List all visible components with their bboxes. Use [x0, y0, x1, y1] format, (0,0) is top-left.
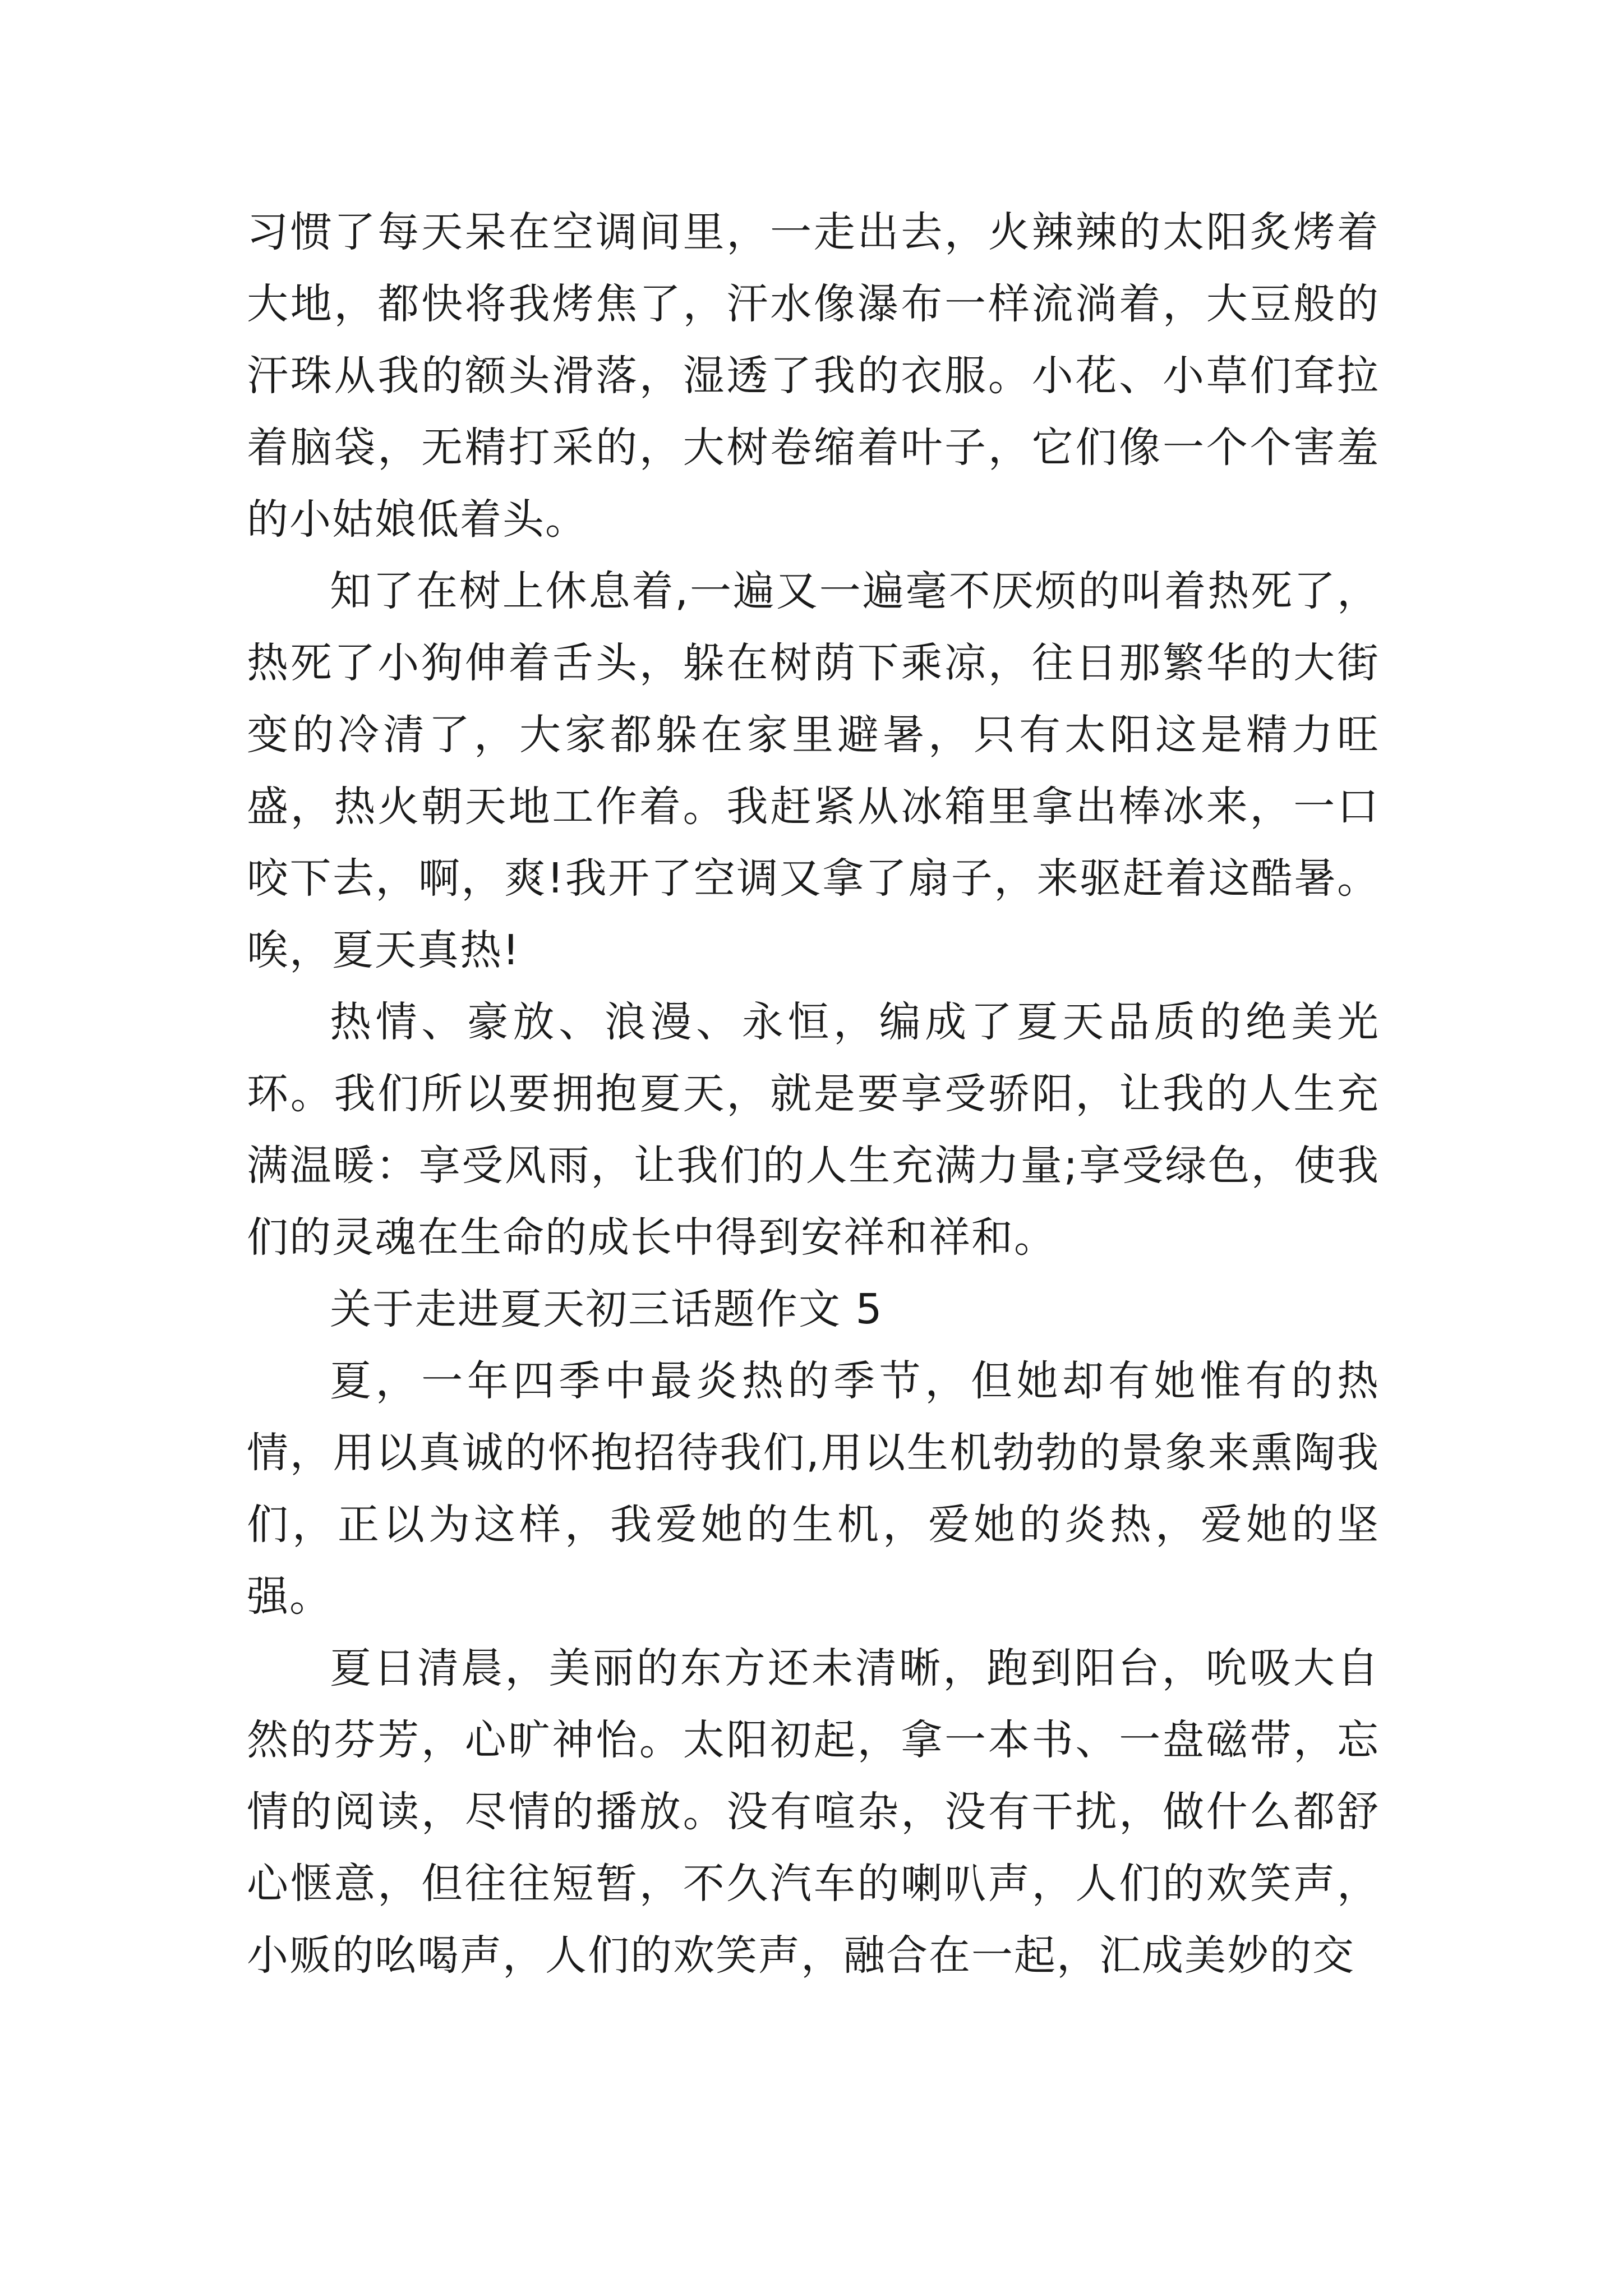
- paragraph-5: 夏日清晨，美丽的东方还未清晰，跑到阳台，吮吸大自然的芬芳，心旷神怡。太阳初起，拿一本书、一盘磁带，忘情的阅读，尽情的播放。没有喧杂，没有干扰，做什么都舒心惬意，但往往短暂，不久汽车的喇叭声，人们的欢笑声，小贩的吆喝声，人们的欢笑声，融合在一起，汇成美妙的交: [247, 1644, 1380, 1980]
- paragraph-4: 夏，一年四季中最炎热的季节，但她却有她惟有的热情，用以真诚的怀抱招待我们,用以生机勃勃的景象来熏陶我们，正以为这样，我爱她的生机，爱她的炎热，爱她的坚强。: [247, 1357, 1380, 1621]
- paragraph-2: 知了在树上休息着,一遍又一遍毫不厌烦的叫着热死了，热死了小狗伸着舌头，躲在树荫下乘凉，往日那繁华的大街变的冷清了，大家都躲在家里避暑，只有太阳这是精力旺盛，热火朝天地工作着。我赶紧从冰箱里拿出棒冰来，一口咬下去，啊，爽!我开了空调又拿了扇子，来驱赶着这酷暑。唉，夏天真热!: [247, 567, 1380, 974]
- document-body: [247, 196, 1380, 1991]
- section-heading: 关于走进夏天初三话题作文 5: [330, 1285, 883, 1333]
- paragraph-3: 热情、豪放、浪漫、永恒，编成了夏天品质的绝美光环。我们所以要拥抱夏天，就是要享受骄阳，让我的人生充满温暖：享受风雨，让我们的人生充满力量;享受绿色，使我们的灵魂在生命的成长中得到安祥和祥和。: [247, 998, 1380, 1262]
- paragraph-1: 习惯了每天呆在空调间里，一走出去，火辣辣的太阳炙烤着大地，都快将我烤焦了，汗水像瀑布一样流淌着，大豆般的汗珠从我的额头滑落，湿透了我的衣服。小花、小草们耷拉着脑袋，无精打采的，大树卷缩着叶子，它们像一个个害羞的小姑娘低着头。: [247, 208, 1380, 544]
